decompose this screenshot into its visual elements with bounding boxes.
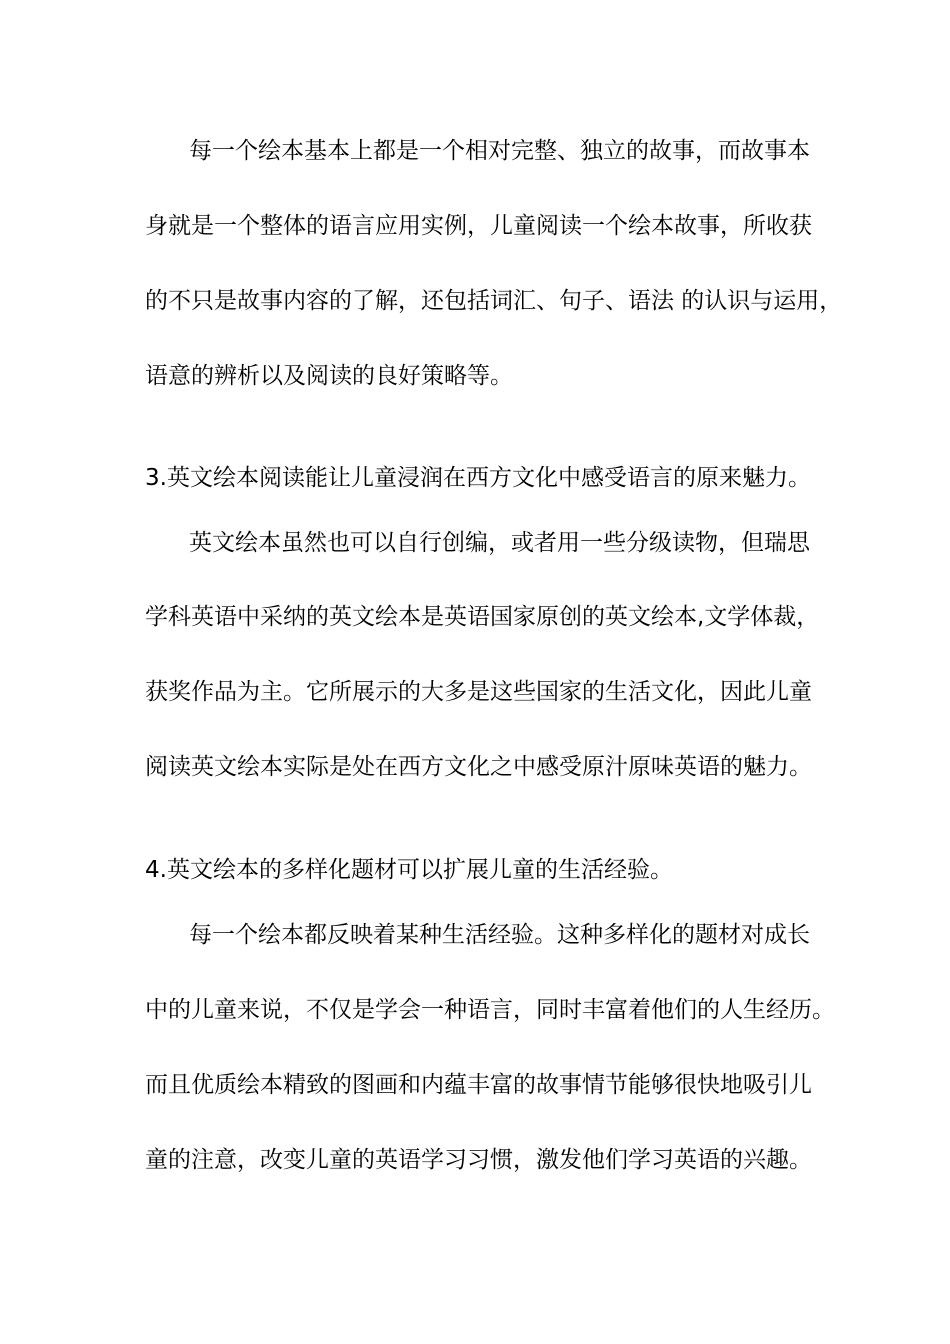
paragraph-3-line-4: 童的注意，改变儿童的英语学习习惯，激发他们学习英语的兴趣。 — [145, 1147, 812, 1173]
paragraph-2-line-2: 学科英语中采纳的英文绘本是英语国家原创的英文绘本,文学体裁， — [145, 604, 820, 630]
heading-3: 3.英文绘本阅读能让儿童浸润在西方文化中感受语言的原来魅力。 — [145, 465, 811, 491]
paragraph-2-line-4: 阅读英文绘本实际是处在西方文化之中感受原汁原味英语的魅力。 — [145, 754, 812, 780]
paragraph-1-line-1: 每一个绘本基本上都是一个相对完整、独立的故事，而故事本 — [189, 138, 810, 164]
heading-4: 4.英文绘本的多样化题材可以扩展儿童的生活经验。 — [145, 857, 673, 883]
paragraph-3-line-1: 每一个绘本都反映着某种生活经验。这种多样化的题材对成长 — [189, 922, 810, 948]
paragraph-1-line-2: 身就是一个整体的语言应用实例，儿童阅读一个绘本故事，所收获 — [145, 213, 812, 239]
paragraph-2-line-1: 英文绘本虽然也可以自行创编，或者用一些分级读物，但瑞思 — [189, 530, 810, 556]
paragraph-3-line-3: 而且优质绘本精致的图画和内蕴丰富的故事情节能够很快地吸引儿 — [145, 1072, 812, 1098]
paragraph-1-line-4: 语意的辨析以及阅读的良好策略等。 — [145, 363, 513, 389]
paragraph-1-line-3: 的不只是故事内容的了解，还包括词汇、句子、语法 的认识与运用， — [145, 288, 843, 314]
paragraph-3-line-2: 中的儿童来说，不仅是学会一种语言，同时丰富着他们的人生经历。 — [145, 997, 835, 1023]
paragraph-2-line-3: 获奖作品为主。它所展示的大多是这些国家的生活文化，因此儿童 — [145, 679, 812, 705]
